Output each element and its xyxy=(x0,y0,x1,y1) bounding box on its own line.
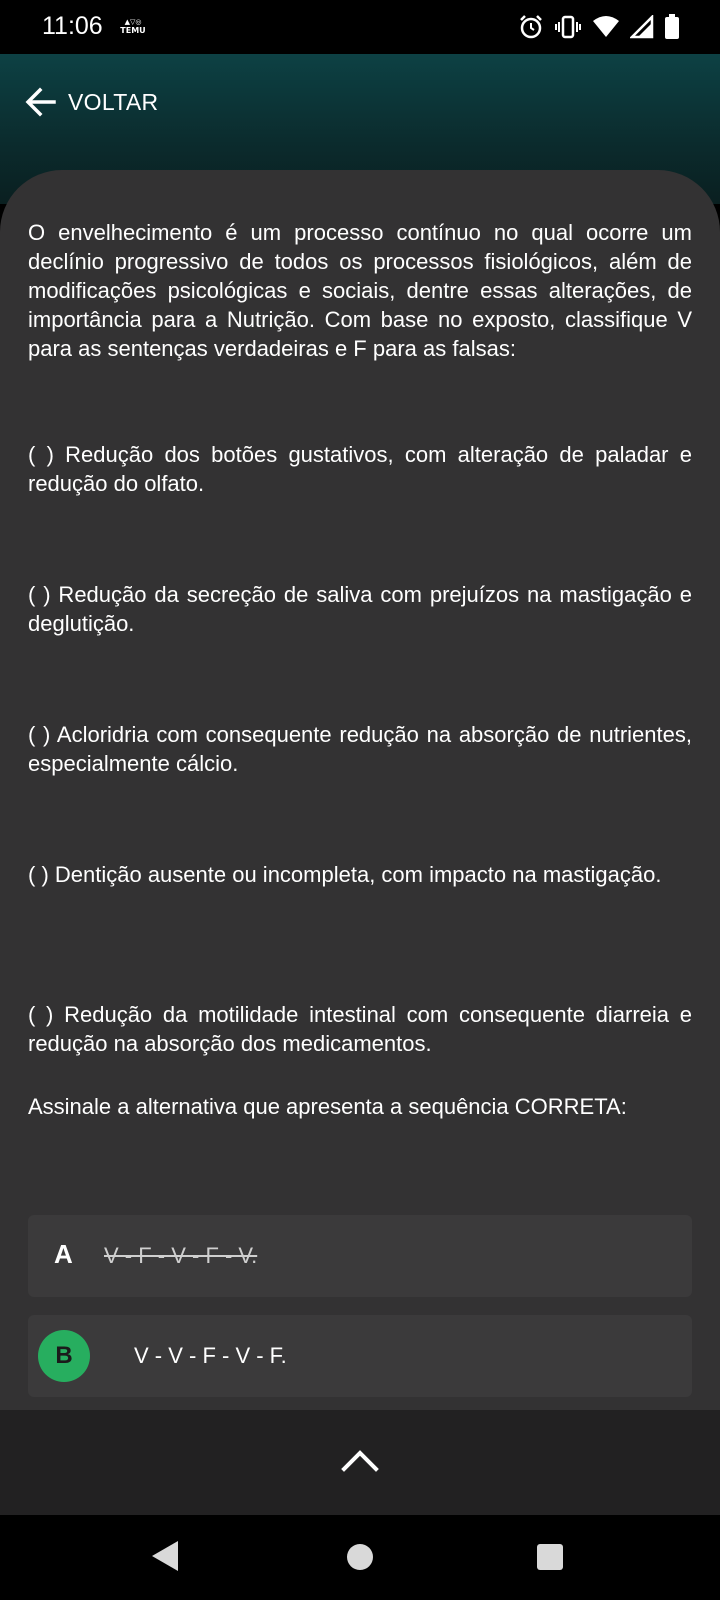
option-b-text: V - V - F - V - F. xyxy=(134,1343,287,1368)
statement-2: ( ) Redução da secreção de saliva com prejuízos na mastigação e deglutição. xyxy=(28,582,692,636)
arrow-left-icon xyxy=(24,87,58,117)
statement-1: ( ) Redução dos botões gustativos, com alteração de paladar e redução do olfato. xyxy=(28,442,692,496)
statement-4: ( ) Dentição ausente ou incompleta, com impacto na mastigação. xyxy=(28,862,662,887)
status-bar xyxy=(0,0,720,54)
question-card xyxy=(0,170,720,1410)
question-intro: O envelhecimento é um processo contínuo no qual ocorre um declínio progressivo de todos os processos fisiológicos, além de modificações psicológicas e sociais, dentre essas alterações, de importância para a Nutrição. Com base no exposto, classifique V para as sentenças verdadeiras e F para as falsas: xyxy=(28,220,692,361)
battery-icon xyxy=(664,14,680,40)
back-label: VOLTAR xyxy=(68,88,159,115)
bottom-panel xyxy=(0,1410,720,1515)
question-prompt: Assinale a alternativa que apresenta a sequência CORRETA: xyxy=(28,1094,627,1119)
option-a[interactable] xyxy=(28,1215,692,1297)
expand-button[interactable] xyxy=(330,1440,390,1480)
status-icons xyxy=(518,12,680,42)
signal-icon xyxy=(630,15,654,39)
vibrate-icon xyxy=(554,15,582,39)
back-button[interactable] xyxy=(24,82,158,122)
statement-5: ( ) Redução da motilidade intestinal com consequente diarreia e redução na absorção dos medicamentos. xyxy=(28,1002,692,1056)
option-b-selected-badge: B xyxy=(38,1330,90,1382)
statement-3: ( ) Acloridria com consequente redução na absorção de nutrientes, especialmente cálcio. xyxy=(28,722,692,776)
navigation-bar xyxy=(0,1515,720,1600)
temu-notification-icon xyxy=(120,16,146,36)
svg-text:▲▽◎: ▲▽◎ xyxy=(124,18,142,26)
svg-text:TEMU: TEMU xyxy=(120,26,146,35)
chevron-up-icon xyxy=(340,1447,380,1473)
option-b[interactable] xyxy=(28,1315,692,1397)
wifi-icon xyxy=(592,15,620,39)
nav-home-icon[interactable] xyxy=(346,1543,374,1571)
alarm-icon xyxy=(518,14,544,40)
nav-recents-icon[interactable] xyxy=(536,1543,564,1571)
nav-back-icon[interactable] xyxy=(150,1539,180,1573)
status-time: 11:06 xyxy=(42,12,103,40)
option-a-text: V - F - V - F - V. xyxy=(104,1243,258,1268)
option-a-letter: A xyxy=(54,1239,73,1269)
